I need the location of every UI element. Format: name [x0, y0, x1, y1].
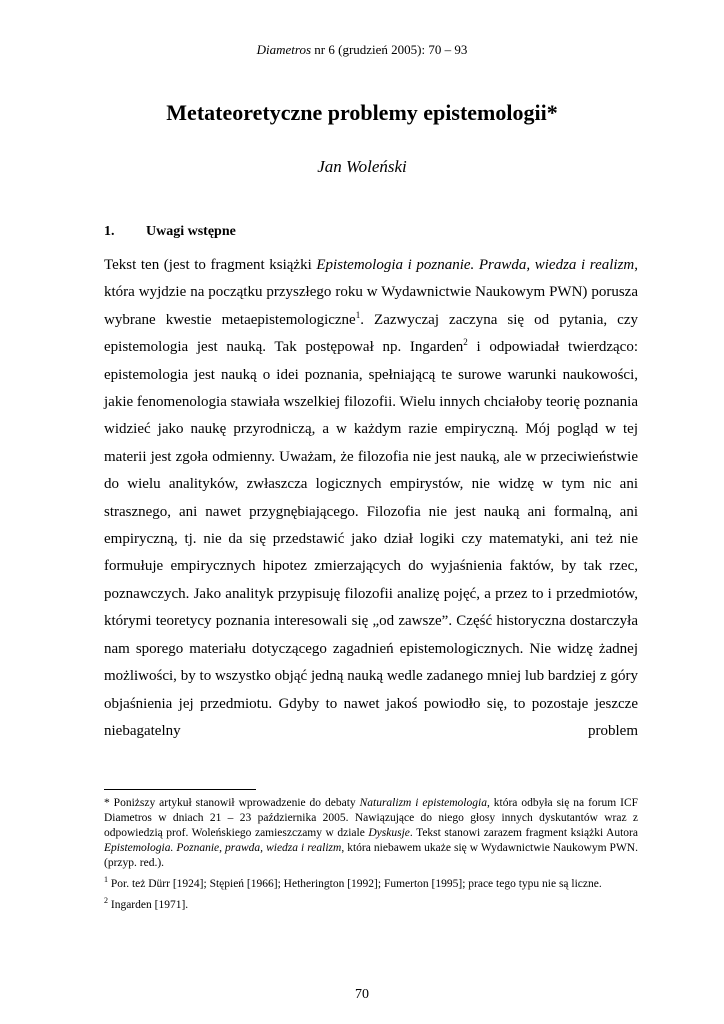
- journal-issue: nr 6 (grudzień 2005): 70 – 93: [311, 42, 468, 57]
- footnotes: [104, 796, 638, 919]
- page-number: 70: [355, 987, 369, 1002]
- footnote-text: , która odbyła się na forum ICF Diametros w dniach 21 – 23 października 2005. Nawiązujące do niego głosy innych dyskutantów wraz z odpowiedzią prof. Woleńskiego zamieszczamy w dziale: [104, 797, 639, 839]
- journal-citation: [0, 42, 724, 58]
- footnote-italic: Epistemologia. Poznanie, prawda, wiedza i realizm: [104, 842, 342, 854]
- footnote-text: . Tekst stanowi zarazem fragment książki Autora: [409, 827, 638, 839]
- footnote-text: Poniższy artykuł stanowił wprowadzenie do debaty: [109, 797, 360, 809]
- body-paragraph: [104, 252, 638, 745]
- footnote-italic: Dyskusje: [368, 827, 410, 839]
- footnote-1: [104, 877, 638, 892]
- section-title: Uwagi wstępne: [146, 224, 236, 239]
- section-heading: [104, 224, 236, 240]
- footnote-text: Por. też Dürr [1924]; Stępień [1966]; Hetherington [1992]; Fumerton [1995]; prace tego typu nie są liczne.: [108, 878, 602, 890]
- footnote-divider: [104, 789, 256, 790]
- book-title: Epistemologia i poznanie. Prawda, wiedza i realizm: [316, 257, 635, 273]
- footnote-text: , która niebawem ukaże się w Wydawnictwie Naukowym PWN. (przyp. red.).: [104, 842, 638, 869]
- section-number: 1.: [104, 224, 115, 239]
- footnote-editorial: [104, 796, 638, 871]
- footnote-mark: *: [104, 797, 110, 809]
- footnote-mark: 2: [104, 896, 108, 906]
- footnote-ref-1[interactable]: 1: [355, 309, 361, 320]
- paragraph-text: , która wyjdzie na początku przyszłego roku w Wydawnictwie Naukowym PWN) porusza wybrane kwestie metaepistemologiczne: [104, 257, 638, 328]
- footnote-text: Ingarden [1971].: [108, 899, 189, 911]
- journal-name: Diametros: [256, 42, 312, 57]
- footnote-italic: Naturalizm i epistemologia: [359, 797, 487, 809]
- footnote-ref-2[interactable]: 2: [463, 337, 468, 348]
- footnote-mark: 1: [104, 875, 108, 885]
- paragraph-text: . Zazwyczaj zaczyna się od pytania, czy epistemologia jest nauką. Tak postępował np. Ingarden: [104, 311, 638, 356]
- paragraph-text: i odpowiadał twierdząco: epistemologia jest nauką o idei poznania, spełniającą te surowe warunki naukowości, jakie fenomenologia stawiała wszelkiej filozofii. Wielu innych chciałoby teorię poznania widzieć jako naukę przyrodniczą, a w każdym razie empiryczną. Mój pogląd w tej materii jest zgoła odmienny. Uważam, że filozofia nie jest nauką, ale w przeciwieństwie do wielu analityków, zwłaszcza logicznych empirystów, nie widzę w tym nic ani strasznego, ani nawet przygnębiającego. Filozofia nie jest nauką ani formalną, ani empiryczną, tj. nie da się przedstawić jako dział logiki czy matematyki, ani też nie formułuje empirycznych hipotez zmierzających do wyjaśnienia faktów, by tak rzec, poznawczych. Jako analityk przypisuję filozofii analizę pojęć, a przez to i przedmiotów, którymi teoretycy poznania interesowali się „od zawsze”. Część historyczna dostarczyła nam sporego materiału dotyczącego zagadnień epistemologicznych. Nie widzę żadnej możliwości, by to wszystko objąć jedną nauką wedle zadanego mniej lub bardziej z góry objaśnienia jej przedmiotu. Gdyby to nawet jakoś powiodło się, to pozostaje jeszcze niebagatelny problem: [104, 339, 638, 739]
- paragraph-text: Tekst ten (jest to fragment książki: [104, 257, 317, 273]
- article-author: Jan Woleński: [317, 157, 407, 176]
- article-title: Metateoretyczne problemy epistemologii*: [166, 100, 558, 125]
- footnote-2: [104, 898, 638, 913]
